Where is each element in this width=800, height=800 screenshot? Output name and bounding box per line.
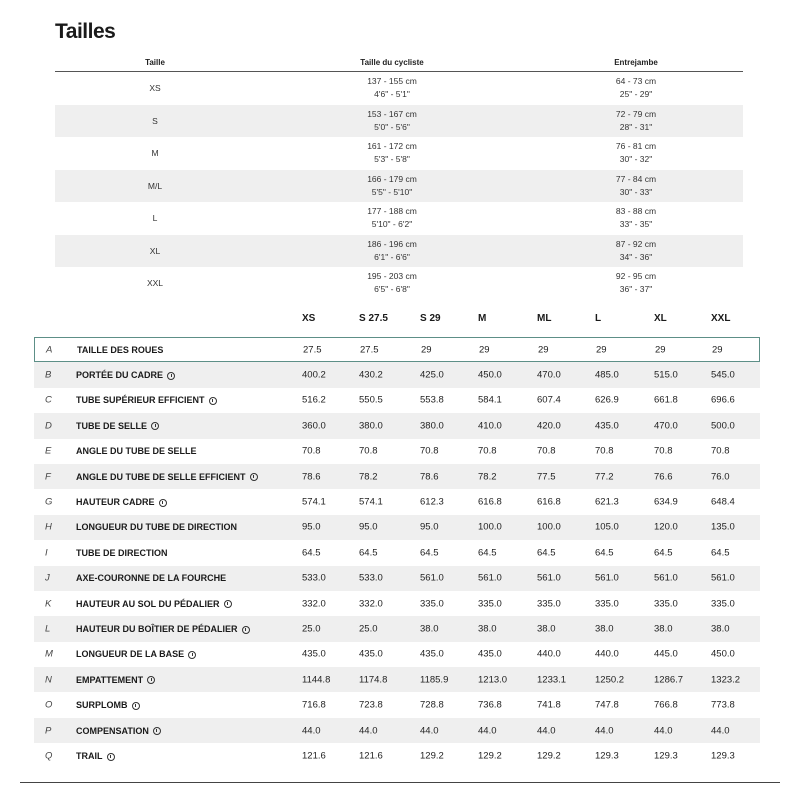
geometry-value: 561.0 [420,572,444,584]
row-letter: O [45,699,53,711]
geometry-value: 29 [538,344,549,356]
info-icon[interactable] [159,499,167,507]
geometry-value: 561.0 [595,572,619,584]
row-name [76,395,217,405]
row-letter: H [45,521,52,533]
geometry-value: 44.0 [595,725,614,737]
size-label: XL [149,245,161,256]
geometry-value: 64.5 [359,547,378,559]
geometry-value: 135.0 [711,521,735,533]
rider-height-cm: 177 - 188 cm [367,206,417,217]
geometry-row [34,718,760,743]
geometry-column-header: M [478,313,487,324]
inseam [529,75,743,101]
size-row [55,105,743,138]
size-row [55,267,743,300]
geometry-value: 95.0 [420,521,439,533]
geometry-value: 95.0 [359,521,378,533]
row-name-text: HAUTEUR CADRE [76,497,155,508]
row-name-text: ANGLE DU TUBE DE SELLE [76,446,197,457]
inseam [529,238,743,264]
geometry-value: 470.0 [537,369,561,381]
geometry-value: 470.0 [654,420,678,432]
geometry-value: 76.0 [711,471,730,483]
geometry-row [34,692,760,717]
geometry-value: 25.0 [302,623,321,635]
geometry-value: 78.6 [420,471,439,483]
row-name-text: TRAIL [76,750,103,761]
inseam [529,140,743,166]
geometry-value: 29 [655,344,666,356]
geometry-value: 29 [712,344,723,356]
inseam-cm: 87 - 92 cm [615,238,657,249]
row-name [76,751,115,761]
geometry-value: 25.0 [359,623,378,635]
geometry-value: 1174.8 [359,674,388,686]
geometry-value: 70.8 [654,445,673,457]
inseam [529,173,743,199]
info-icon[interactable] [167,372,175,380]
geometry-value: 70.8 [302,445,321,457]
inseam-in: 34" - 36" [619,251,653,262]
geometry-value: 450.0 [711,648,735,660]
info-icon[interactable] [188,651,196,659]
inseam [529,108,743,134]
rider-height-cm: 161 - 172 cm [367,141,417,152]
geometry-value: 78.6 [302,471,321,483]
geometry-value: 44.0 [359,725,378,737]
row-name [76,726,161,736]
geometry-value: 64.5 [420,547,439,559]
row-letter: D [45,420,52,432]
row-name [76,649,196,659]
geometry-value: 70.8 [478,445,497,457]
row-letter: M [45,648,53,660]
geometry-value: 430.2 [359,369,383,381]
geometry-value: 533.0 [302,572,326,584]
row-name-text: EMPATTEMENT [76,674,144,685]
geometry-value: 38.0 [420,623,439,635]
geometry-value: 1213.0 [478,674,508,686]
geometry-value: 129.3 [654,750,678,762]
info-icon[interactable] [224,600,232,608]
geometry-row [34,566,760,591]
geometry-column-header: XXL [711,313,731,324]
geometry-value: 64.5 [478,547,497,559]
inseam-cm: 77 - 84 cm [615,173,657,184]
geometry-value: 335.0 [654,598,678,610]
geometry-row [34,337,760,362]
row-letter: C [45,394,52,406]
geometry-value: 634.9 [654,496,678,508]
header-inseam: Entrejambe [614,57,658,67]
bottom-divider [20,782,780,783]
geometry-value: 121.6 [359,750,383,762]
geometry-value: 445.0 [654,648,678,660]
rider-height-ft: 4'6" - 5'1" [374,89,410,100]
rider-height-ft: 6'1" - 6'6" [374,251,410,262]
geometry-value: 728.8 [420,699,444,711]
geometry-value: 616.8 [537,496,561,508]
row-name [76,497,167,507]
geometry-value: 70.8 [359,445,378,457]
size-label: XS [149,83,161,94]
geometry-value: 435.0 [595,420,619,432]
row-name [76,446,197,456]
row-letter: K [45,598,52,610]
geometry-value: 574.1 [359,496,383,508]
geometry-value: 1286.7 [654,674,684,686]
geometry-value: 70.8 [537,445,556,457]
geometry-value: 716.8 [302,699,326,711]
geometry-column-header: S 27.5 [359,313,388,324]
geometry-value: 607.4 [537,394,561,406]
row-name-text: TUBE SUPÉRIEUR EFFICIENT [76,395,205,406]
geometry-row [34,388,760,413]
geometry-value: 120.0 [654,521,678,533]
geometry-value: 64.5 [537,547,556,559]
geometry-value: 440.0 [537,648,561,660]
row-letter: E [45,445,52,457]
size-row [55,170,743,203]
info-icon[interactable] [107,753,115,761]
geometry-value: 425.0 [420,369,444,381]
geometry-table [34,337,760,769]
geometry-value: 29 [479,344,490,356]
geometry-value: 29 [421,344,432,356]
geometry-value: 335.0 [420,598,444,610]
geometry-value: 100.0 [537,521,561,533]
row-name-text: COMPENSATION [76,725,149,736]
rider-height [255,205,529,231]
geometry-value: 561.0 [711,572,735,584]
geometry-value: 435.0 [359,648,383,660]
row-letter: L [45,623,51,635]
geometry-value: 561.0 [654,572,678,584]
sizes-table [55,53,743,300]
row-name-text: AXE-COURONNE DE LA FOURCHE [76,573,227,584]
size-label: L [152,213,158,224]
row-letter: G [45,496,53,508]
geometry-value: 78.2 [359,471,378,483]
geometry-value: 435.0 [478,648,502,660]
geometry-value: 626.9 [595,394,619,406]
inseam-in: 30" - 32" [619,154,653,165]
geometry-value: 360.0 [302,420,326,432]
geometry-value: 612.3 [420,496,444,508]
geometry-value: 574.1 [302,496,326,508]
geometry-value: 550.5 [359,394,383,406]
rider-height-ft: 5'0" - 5'6" [374,121,410,132]
row-letter: P [45,725,52,737]
geometry-value: 332.0 [302,598,326,610]
row-letter: B [45,369,52,381]
inseam [529,270,743,296]
geometry-value: 420.0 [537,420,561,432]
geometry-value: 1233.1 [537,674,567,686]
geometry-column-header: S 29 [420,313,441,324]
geometry-value: 38.0 [595,623,614,635]
geometry-value: 129.2 [420,750,444,762]
geometry-value: 435.0 [302,648,326,660]
row-name [76,573,226,583]
geometry-table-header [0,309,800,329]
size-label: S [152,115,158,126]
geometry-value: 561.0 [537,572,561,584]
geometry-value: 335.0 [478,598,502,610]
row-name-text: PORTÉE DU CADRE [76,370,164,381]
geometry-row [34,515,760,540]
geometry-value: 335.0 [711,598,735,610]
rider-height-cm: 186 - 196 cm [367,238,417,249]
size-row [55,235,743,268]
geometry-value: 129.2 [478,750,502,762]
row-letter: I [45,547,48,559]
geometry-column-header: XL [654,313,667,324]
geometry-value: 129.3 [711,750,735,762]
geometry-value: 95.0 [302,521,321,533]
geometry-value: 766.8 [654,699,678,711]
geometry-row [34,540,760,565]
geometry-value: 773.8 [711,699,735,711]
geometry-value: 516.2 [302,394,326,406]
geometry-value: 38.0 [711,623,730,635]
inseam-cm: 64 - 73 cm [615,76,657,87]
row-name-text: TAILLE DES ROUES [77,344,164,355]
row-name-text: SURPLOMB [76,700,128,711]
row-name-text: ANGLE DU TUBE DE SELLE EFFICIENT [76,471,246,482]
geometry-value: 105.0 [595,521,619,533]
geometry-row [34,413,760,438]
geometry-value: 44.0 [478,725,497,737]
geometry-value: 380.0 [420,420,444,432]
size-label: XXL [146,278,164,289]
row-letter: J [45,572,50,584]
geometry-row [34,362,760,387]
geometry-value: 70.8 [420,445,439,457]
row-name [76,522,237,532]
geometry-value: 44.0 [654,725,673,737]
geometry-value: 64.5 [302,547,321,559]
geometry-row [34,464,760,489]
inseam-cm: 92 - 95 cm [615,271,657,282]
geometry-value: 44.0 [420,725,439,737]
rider-height [255,238,529,264]
rider-height-ft: 5'3" - 5'8" [374,154,410,165]
geometry-column-header: L [595,313,602,324]
geometry-value: 29 [596,344,607,356]
info-icon[interactable] [147,676,155,684]
rider-height [255,108,529,134]
geometry-value: 561.0 [478,572,502,584]
row-name [76,675,155,685]
inseam-cm: 76 - 81 cm [615,141,657,152]
inseam-in: 28" - 31" [619,121,653,132]
geometry-value: 100.0 [478,521,502,533]
geometry-value: 1185.9 [420,674,449,686]
geometry-value: 741.8 [537,699,561,711]
row-name [76,472,258,482]
geometry-value: 616.8 [478,496,502,508]
geometry-value: 515.0 [654,369,678,381]
geometry-value: 736.8 [478,699,502,711]
geometry-value: 38.0 [654,623,673,635]
geometry-value: 77.5 [537,471,556,483]
geometry-value: 435.0 [420,648,444,660]
size-row [55,202,743,235]
row-letter: A [46,344,53,356]
inseam-in: 25" - 29" [619,89,653,100]
geometry-value: 648.4 [711,496,735,508]
page-title: Tailles [55,20,116,43]
row-name [76,624,250,634]
size-row [55,72,743,105]
geometry-value: 64.5 [595,547,614,559]
geometry-value: 485.0 [595,369,619,381]
geometry-value: 584.1 [478,394,502,406]
geometry-value: 38.0 [478,623,497,635]
size-label: M [151,148,159,159]
geometry-value: 400.2 [302,369,326,381]
geometry-value: 44.0 [537,725,556,737]
geometry-value: 38.0 [537,623,556,635]
rider-height-cm: 137 - 155 cm [367,76,417,87]
geometry-value: 1144.8 [302,674,331,686]
rider-height-cm: 153 - 167 cm [367,108,417,119]
row-name [76,599,232,609]
geometry-value: 332.0 [359,598,383,610]
geometry-value: 129.2 [537,750,561,762]
row-letter: F [45,471,51,483]
inseam-in: 30" - 33" [619,186,653,197]
size-row [55,137,743,170]
inseam-cm: 83 - 88 cm [615,206,657,217]
geometry-value: 723.8 [359,699,383,711]
rider-height-ft: 6'5" - 6'8" [374,284,410,295]
geometry-value: 27.5 [360,344,379,356]
rider-height-ft: 5'5" - 5'10" [371,186,413,197]
geometry-row [34,642,760,667]
geometry-value: 27.5 [303,344,322,356]
header-size: Taille [145,57,165,67]
info-icon[interactable] [132,702,140,710]
row-name [76,421,159,431]
geometry-row [34,489,760,514]
geometry-value: 450.0 [478,369,502,381]
geometry-value: 78.2 [478,471,497,483]
header-rider-height: Taille du cycliste [360,57,424,67]
geometry-row [34,591,760,616]
geometry-value: 70.8 [595,445,614,457]
row-name-text: TUBE DE SELLE [76,420,148,431]
geometry-value: 335.0 [595,598,619,610]
info-icon[interactable] [250,473,258,481]
geometry-row [34,439,760,464]
row-name-text: HAUTEUR AU SOL DU PÉDALIER [76,598,220,609]
geometry-value: 380.0 [359,420,383,432]
geometry-value: 1323.2 [711,674,741,686]
row-name-text: HAUTEUR DU BOÎTIER DE PÉDALIER [76,623,238,634]
geometry-row [34,616,760,641]
geometry-value: 77.2 [595,471,614,483]
info-icon[interactable] [242,626,250,634]
rider-height-cm: 195 - 203 cm [367,271,417,282]
geometry-value: 621.3 [595,496,619,508]
geometry-value: 121.6 [302,750,326,762]
geometry-value: 500.0 [711,420,735,432]
geometry-value: 696.6 [711,394,735,406]
rider-height [255,75,529,101]
geometry-value: 661.8 [654,394,678,406]
geometry-value: 533.0 [359,572,383,584]
geometry-value: 64.5 [654,547,673,559]
info-icon[interactable] [209,397,217,405]
inseam-in: 33" - 35" [619,219,653,230]
info-icon[interactable] [151,422,159,430]
rider-height [255,140,529,166]
geometry-value: 1250.2 [595,674,625,686]
geometry-value: 545.0 [711,369,735,381]
row-name-text: LONGUEUR DU TUBE DE DIRECTION [76,522,238,533]
row-letter: Q [45,750,53,762]
inseam [529,205,743,231]
geometry-column-header: XS [302,313,316,324]
geometry-value: 70.8 [711,445,730,457]
row-name-text: LONGUEUR DE LA BASE [76,649,185,660]
geometry-value: 44.0 [302,725,321,737]
inseam-cm: 72 - 79 cm [615,108,657,119]
sizes-table-header [55,53,743,72]
geometry-value: 129.3 [595,750,619,762]
geometry-value: 410.0 [478,420,502,432]
info-icon[interactable] [153,727,161,735]
row-name [76,700,140,710]
rider-height-cm: 166 - 179 cm [367,173,417,184]
row-name [76,370,175,380]
geometry-value: 747.8 [595,699,619,711]
geometry-row [34,743,760,768]
geometry-row [34,667,760,692]
row-letter: N [45,674,52,686]
row-name [76,548,168,558]
geometry-value: 76.6 [654,471,673,483]
inseam-in: 36" - 37" [619,284,653,295]
rider-height [255,270,529,296]
row-name [77,345,163,355]
row-name-text: TUBE DE DIRECTION [76,547,168,558]
geometry-value: 553.8 [420,394,444,406]
geometry-value: 335.0 [537,598,561,610]
geometry-value: 64.5 [711,547,730,559]
rider-height-ft: 5'10" - 6'2" [371,219,413,230]
geometry-value: 440.0 [595,648,619,660]
rider-height [255,173,529,199]
geometry-column-header: ML [537,313,552,324]
size-label: M/L [147,180,163,191]
geometry-value: 44.0 [711,725,730,737]
